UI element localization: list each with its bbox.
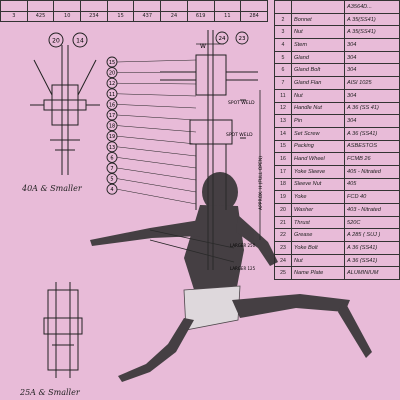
parts-name-cell: Nut <box>292 89 345 102</box>
callout-label: 12 <box>108 81 116 88</box>
parts-name-cell: Gland <box>292 51 345 64</box>
parts-material-cell: 520C <box>345 216 400 229</box>
parts-no-cell: 23 <box>275 242 292 255</box>
parts-no-cell: 2 <box>275 13 292 26</box>
parts-material-cell: 405 - Nitrated <box>345 165 400 178</box>
parts-name-cell: Name Plate <box>292 267 345 280</box>
callout-label: 16 <box>108 102 116 109</box>
approx-height-label: APPROX. H (FULL OPEN) <box>259 156 264 210</box>
callout-label: 13 <box>108 144 116 151</box>
parts-no-cell: 3 <box>275 26 292 39</box>
left-callout-label: 14 <box>76 37 84 45</box>
parts-no-cell: 25 <box>275 267 292 280</box>
dim-cell: 619 <box>187 11 214 22</box>
callout-label: 19 <box>108 134 116 141</box>
parts-name-cell: Nut <box>292 26 345 39</box>
parts-name-cell: Stem <box>292 39 345 52</box>
small-valve-40a-drawing <box>30 45 100 175</box>
callout-label: 23 <box>238 36 246 42</box>
parts-material-cell: 304 <box>345 39 400 52</box>
parts-no-cell: 5 <box>275 51 292 64</box>
parts-material-cell: A 36 (SS41) <box>345 254 400 267</box>
parts-no-cell: 15 <box>275 140 292 153</box>
parts-no-cell: 21 <box>275 216 292 229</box>
callout-label: 6 <box>110 155 114 162</box>
dim-cell: 15 <box>107 11 134 22</box>
callout-leader <box>117 104 196 108</box>
parts-no-cell: 20 <box>275 204 292 217</box>
callout-leader <box>117 72 196 73</box>
callout-label: 18 <box>108 123 116 130</box>
parts-material-cell: A 36 (SS41) <box>345 242 400 255</box>
parts-no-cell: 17 <box>275 165 292 178</box>
callout-leader <box>117 168 196 180</box>
parts-material-cell: FCMB 26 <box>345 153 400 166</box>
parts-no-cell: 12 <box>275 102 292 115</box>
parts-no-cell: 16 <box>275 153 292 166</box>
parts-material-cell: 304 <box>345 64 400 77</box>
larger-label: LARGER 125 <box>230 266 256 271</box>
parts-material-cell: A 35(SS41) <box>345 13 400 26</box>
parts-name-cell: Nut <box>292 254 345 267</box>
left-callout-label: 20 <box>52 37 60 45</box>
callout-label: 7 <box>110 166 114 172</box>
parts-name-cell: Yoke Sleeve <box>292 165 345 178</box>
parts-material-cell: 304 <box>345 115 400 128</box>
dim-cell: 24 <box>161 11 188 22</box>
parts-material-cell: A 285 ( SUJ ) <box>345 229 400 242</box>
dim-cell: 11 <box>214 11 241 22</box>
parts-no-cell: 18 <box>275 178 292 191</box>
parts-material-cell: ALUMINIUM <box>345 267 400 280</box>
parts-name-cell: Grease <box>292 229 345 242</box>
parts-name-cell: Bonnet <box>292 13 345 26</box>
callout-label: 4 <box>110 187 114 194</box>
parts-no-cell: 4 <box>275 39 292 52</box>
parts-no-cell: 24 <box>275 254 292 267</box>
callout-leader <box>117 94 196 96</box>
parts-material-cell: A3564D... <box>345 1 400 14</box>
callout-leader <box>117 115 196 120</box>
callout-leader <box>117 179 196 192</box>
small-valve-25a-drawing <box>44 282 82 378</box>
callout-label: 5 <box>110 176 114 183</box>
width-label: W <box>200 43 206 50</box>
spot-weld-label: SPOT WELD <box>228 101 255 106</box>
parts-name-cell: Yoke <box>292 191 345 204</box>
parts-no-cell: 11 <box>275 89 292 102</box>
callout-label: 24 <box>218 36 226 42</box>
parts-name-cell: Set Screw <box>292 127 345 140</box>
parts-material-cell: AISI 1025 <box>345 77 400 90</box>
parts-name-cell: Gland Flan <box>292 77 345 90</box>
parts-name-cell: Thrust <box>292 216 345 229</box>
callout-leader <box>117 83 196 84</box>
parts-material-cell: A 35(SS41) <box>345 26 400 39</box>
dim-cell: 10 <box>54 11 81 22</box>
jumping-athlete-illustration <box>90 172 372 382</box>
parts-no-cell: 22 <box>275 229 292 242</box>
callout-label: 20 <box>108 70 116 77</box>
parts-name-cell: Yoke Bolt <box>292 242 345 255</box>
parts-name-cell: Handle Nut <box>292 102 345 115</box>
parts-material-cell: A 36 (SS 41) <box>345 102 400 115</box>
callout-leader <box>117 60 196 62</box>
caption-25a: 25A & Smaller <box>20 388 80 397</box>
parts-name-cell: Gland Bolt <box>292 64 345 77</box>
callout-leader <box>117 136 196 144</box>
parts-material-cell: 304 <box>345 51 400 64</box>
dim-cell: 3 <box>1 11 28 22</box>
dim-cell: 425 <box>27 11 54 22</box>
larger-label: LARGER 250 <box>230 243 256 248</box>
parts-material-cell: 405 <box>345 178 400 191</box>
caption-40a: 40A & Smaller <box>22 184 82 193</box>
parts-name-cell: Pin <box>292 115 345 128</box>
parts-material-cell: 403 - Nitrated <box>345 204 400 217</box>
callout-leader <box>117 189 196 204</box>
callout-leader <box>117 126 196 132</box>
dim-cell: 284 <box>241 11 268 22</box>
parts-no-cell: 7 <box>275 77 292 90</box>
parts-material-cell: A 36 (SS41) <box>345 127 400 140</box>
parts-name-cell: Hand Wheel <box>292 153 345 166</box>
parts-no-cell: 14 <box>275 127 292 140</box>
callout-label: 17 <box>108 113 116 119</box>
callout-label: 15 <box>108 60 116 66</box>
callout-leader <box>117 157 196 168</box>
left-callouts <box>49 33 87 47</box>
callout-leader <box>117 147 196 156</box>
dim-cell: 437 <box>134 11 161 22</box>
parts-no-cell: 13 <box>275 115 292 128</box>
parts-material-cell: ASBESTOS <box>345 140 400 153</box>
spot-weld-label: SPOT WELD <box>226 133 253 138</box>
callout-label: 11 <box>108 91 116 98</box>
parts-material-cell: FCD 40 <box>345 191 400 204</box>
parts-name-cell: Packing <box>292 140 345 153</box>
parts-material-cell: 304 <box>345 89 400 102</box>
parts-name-cell: Sleeve Nut <box>292 178 345 191</box>
dim-cell: 234 <box>81 11 108 22</box>
parts-no-cell: 6 <box>275 64 292 77</box>
parts-no-cell: 19 <box>275 191 292 204</box>
parts-name-cell: Washer <box>292 204 345 217</box>
